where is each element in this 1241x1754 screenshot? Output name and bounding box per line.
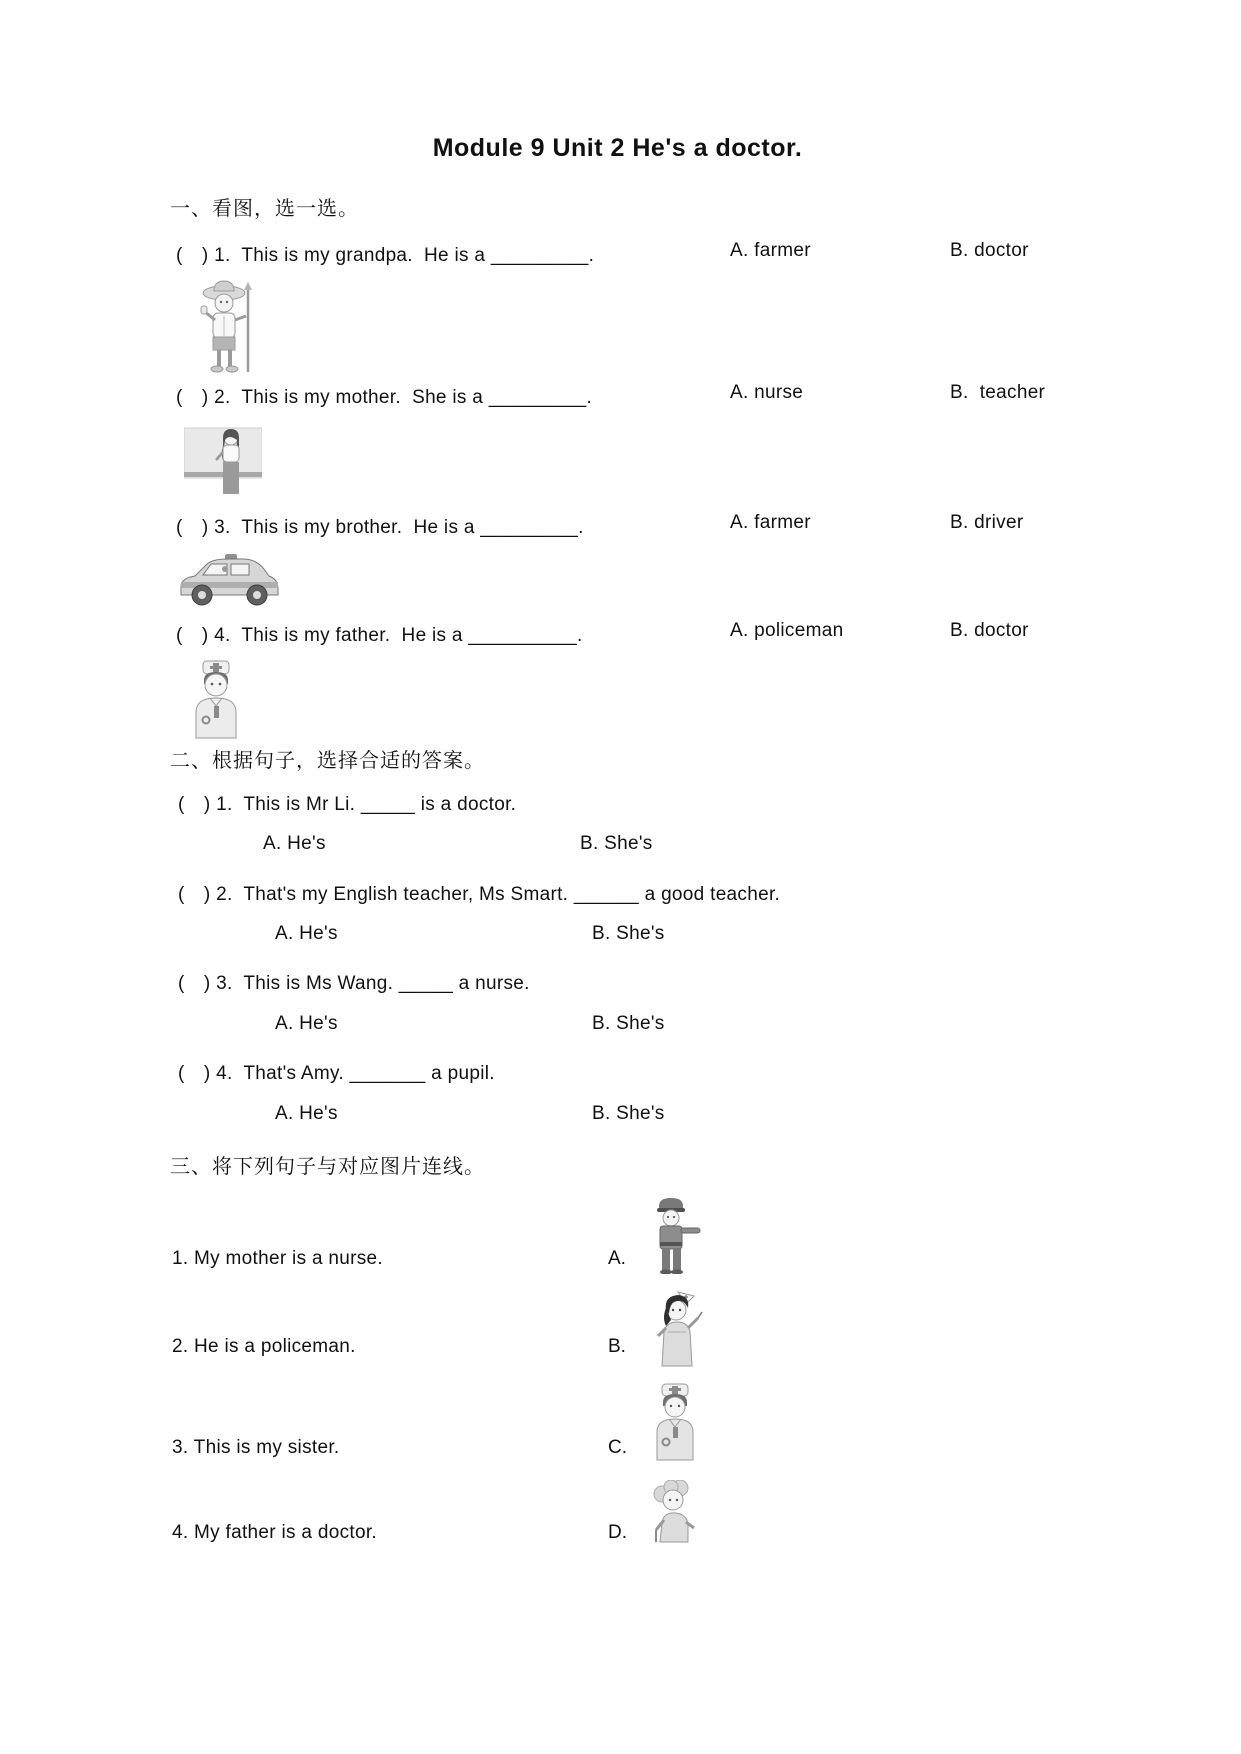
doctor2-image xyxy=(646,1382,704,1462)
page-title: Module 9 Unit 2 He's a doctor. xyxy=(432,134,803,162)
s3-q4-sentence: 4. My father is a doctor. xyxy=(172,1522,377,1543)
s2-q3-sentence: ( ) 3. This is Ms Wang. _____ a nurse. xyxy=(178,973,530,994)
farmer-image xyxy=(186,276,266,376)
teacher-image xyxy=(184,422,262,494)
policeman-image xyxy=(646,1194,702,1274)
s1-q3-option-a: A. farmer xyxy=(730,512,811,533)
s2-q2-sentence: ( ) 2. That's my English teacher, Ms Smart. ______ a good teacher. xyxy=(178,884,781,905)
s3-letter-c: C. xyxy=(608,1437,627,1458)
s2-q4-option-a: A. He's xyxy=(275,1103,338,1124)
s2-q1-option-a: A. He's xyxy=(263,833,326,854)
s1-q1-option-a: A. farmer xyxy=(730,240,811,261)
s1-q2-sentence: ( ) 2. This is my mother. She is a _________. xyxy=(176,387,593,408)
s1-q3-sentence: ( ) 3. This is my brother. He is a _________. xyxy=(176,517,584,538)
s1-q2-option-b: B. teacher xyxy=(950,382,1046,403)
s2-q2-option-a: A. He's xyxy=(275,923,338,944)
s2-q3-option-b: B. She's xyxy=(592,1013,665,1034)
s2-q4-option-b: B. She's xyxy=(592,1103,665,1124)
s3-q2-sentence: 2. He is a policeman. xyxy=(172,1336,356,1357)
s1-q4-option-b: B. doctor xyxy=(950,620,1029,641)
s1-q3-option-b: B. driver xyxy=(950,512,1024,533)
nurse-image xyxy=(648,1288,706,1368)
s2-q2-option-b: B. She's xyxy=(592,923,665,944)
s2-q1-option-b: B. She's xyxy=(580,833,653,854)
s3-letter-d: D. xyxy=(608,1522,627,1543)
doctor-image xyxy=(184,658,248,740)
s1-q1-option-b: B. doctor xyxy=(950,240,1029,261)
police-car-image xyxy=(175,553,283,608)
s2-q3-option-a: A. He's xyxy=(275,1013,338,1034)
s2-q1-sentence: ( ) 1. This is Mr Li. _____ is a doctor. xyxy=(178,794,517,815)
s1-q4-sentence: ( ) 4. This is my father. He is a __________. xyxy=(176,625,583,646)
section1-heading: 一、看图，选一选。 xyxy=(170,196,359,220)
section3-heading: 三、将下列句子与对应图片连线。 xyxy=(170,1154,485,1178)
s3-letter-a: A. xyxy=(608,1248,626,1269)
section2-heading: 二、根据句子，选择合适的答案。 xyxy=(170,748,485,772)
s1-q2-option-a: A. nurse xyxy=(730,382,804,403)
s2-q4-sentence: ( ) 4. That's Amy. _______ a pupil. xyxy=(178,1063,495,1084)
s3-q1-sentence: 1. My mother is a nurse. xyxy=(172,1248,383,1269)
s1-q4-option-a: A. policeman xyxy=(730,620,844,641)
s3-q3-sentence: 3. This is my sister. xyxy=(172,1437,340,1458)
s1-q1-sentence: ( ) 1. This is my grandpa. He is a _________. xyxy=(176,245,595,266)
girl-image xyxy=(646,1480,704,1544)
s3-letter-b: B. xyxy=(608,1336,626,1357)
